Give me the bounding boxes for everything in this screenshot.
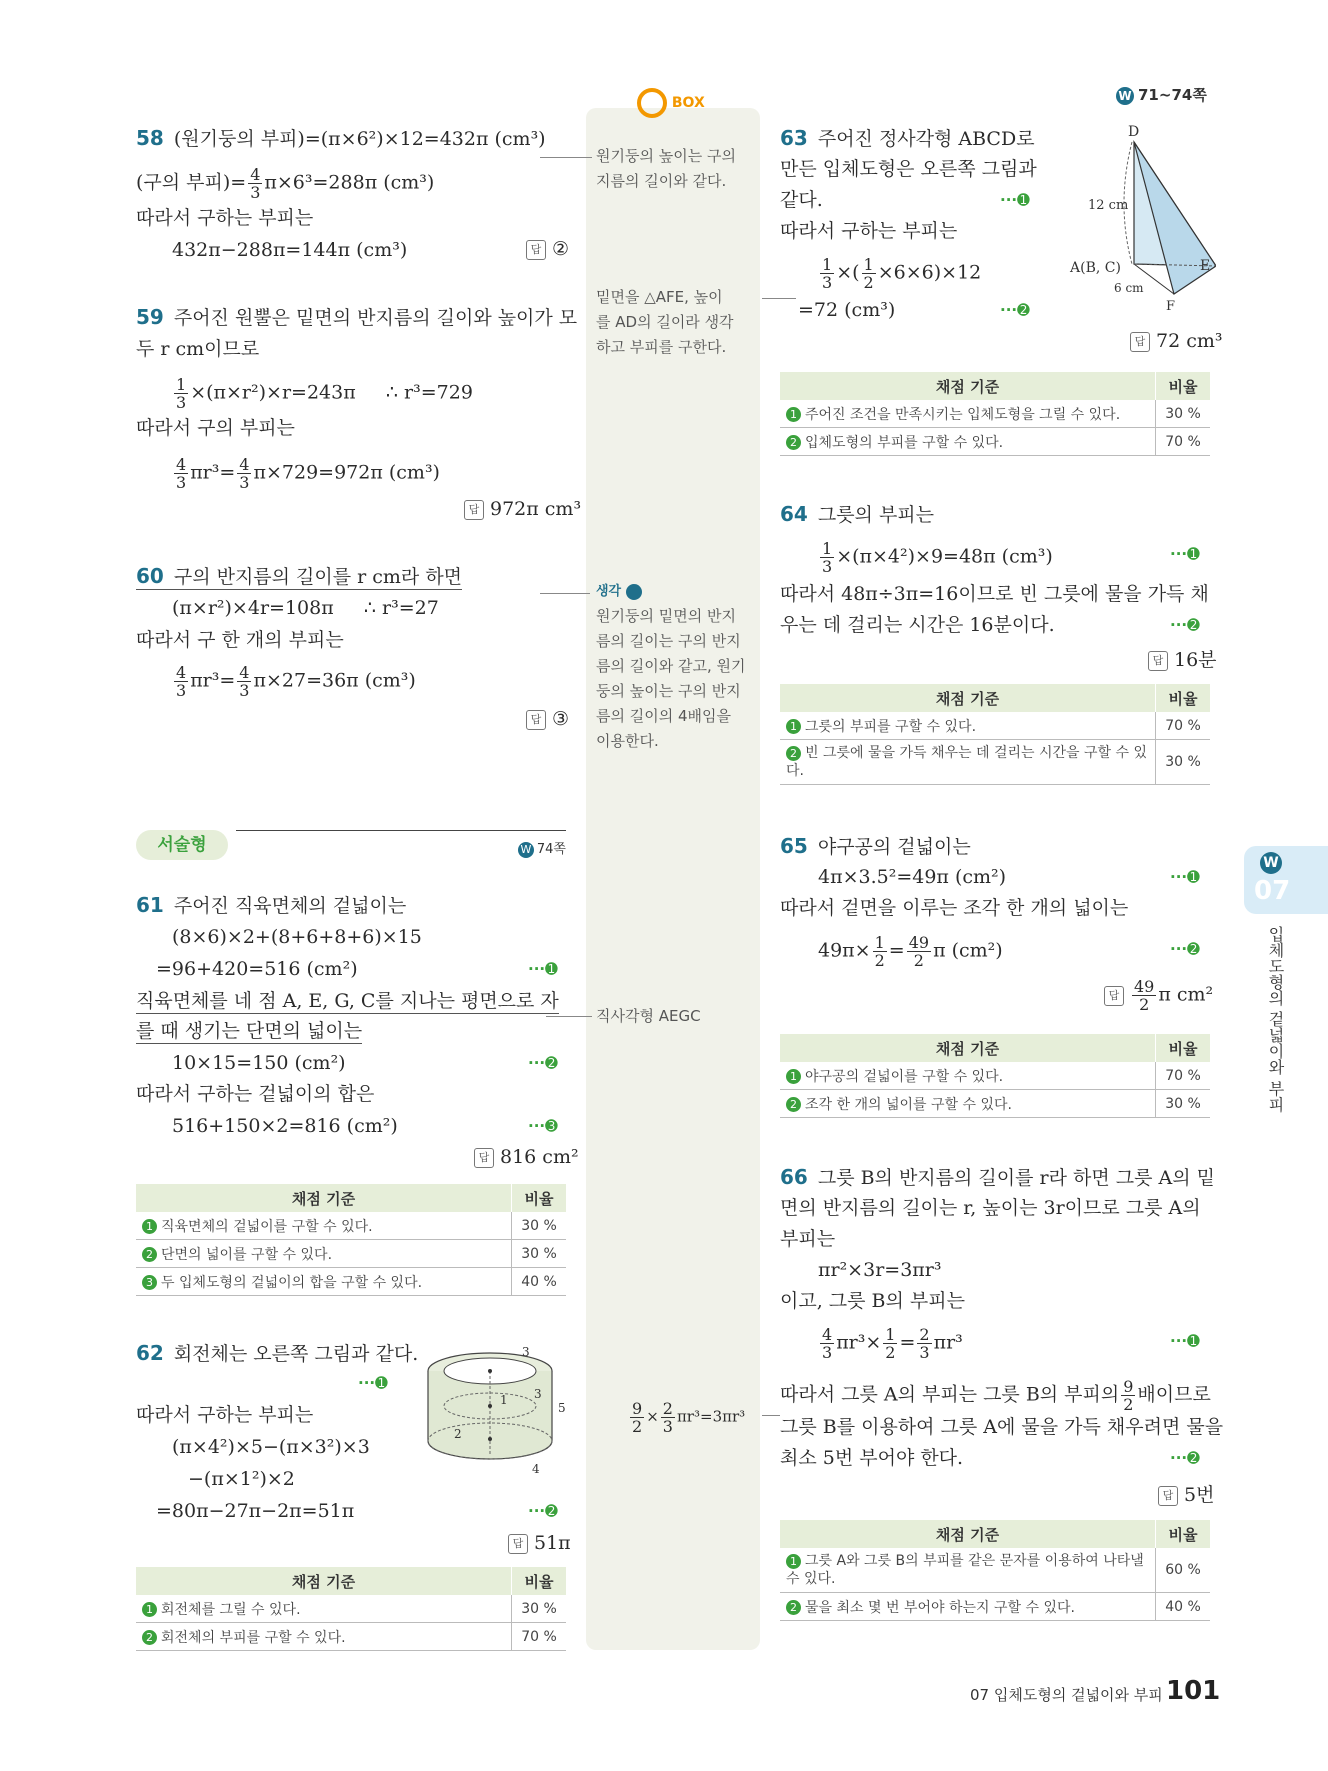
criteria-table-63: 채점 기준 비율 1 주어진 조건을 만족시키는 입체도형을 그릴 수 있다. 30 % 2 입체도형의 부피를 구할 수 있다. 70 % — [780, 372, 1210, 456]
step-mark-2: ···➋ — [528, 1054, 558, 1072]
step-mark-2: ···➋ — [1170, 616, 1200, 634]
step-mark-1: ···➊ — [1000, 191, 1030, 209]
problem-59-line1: 59 주어진 원뿔은 밑면의 반지름의 길이와 높이가 모 — [136, 305, 578, 329]
answer-65: 답 $\frac{49}{2}$ π cm² — [1104, 978, 1213, 1013]
svg-text:12 cm: 12 cm — [1088, 198, 1129, 213]
problem-61-line4: 직육면체를 네 점 A, E, G, C를 지나는 평면으로 자 — [136, 990, 559, 1012]
problem-62-line4: −(π×1²)×2 — [188, 1468, 295, 1490]
note-66: $\frac{9}{2}$ × $\frac{2}{3}$ πr³=3πr³ — [632, 1399, 746, 1436]
answer-icon: 답 — [1158, 1486, 1178, 1506]
section-title: 서술형 — [136, 830, 228, 860]
problem-65-line2: 4π×3.5²=49π (cm²) — [818, 866, 1007, 888]
side-tab-badge: W — [1260, 852, 1282, 874]
problem-61-line5: 를 때 생기는 단면의 넓이는 — [136, 1020, 363, 1042]
table-row: 2 물을 최소 몇 번 부어야 하는지 구할 수 있다. 40 % — [780, 1593, 1210, 1621]
criteria-table-61: 채점 기준 비율 1 직육면체의 겉넓이를 구할 수 있다. 30 % 2 단면의 넓이를 구할 수 있다. 30 % 3 두 입체도형의 겉넓이의 합을 구할 수 있다. 40 % — [136, 1184, 566, 1296]
table-row: 1 야구공의 겉넓이를 구할 수 있다. 70 % — [780, 1062, 1210, 1090]
problem-58-line1: 58 (원기둥의 부피)=(π×6²)×12=432π (cm³) — [136, 126, 546, 150]
fig-label: 3 — [534, 1387, 542, 1401]
fig-label: 3 — [522, 1346, 530, 1359]
problem-62-line5: =80π−27π−2π=51π — [156, 1500, 355, 1522]
step-mark-1: ···➊ — [358, 1374, 388, 1392]
problem-62-line1: 62 회전체는 오른쪽 그림과 같다. — [136, 1341, 419, 1365]
svg-text:E: E — [1200, 258, 1211, 274]
note-61: 직사각형 AEGC — [596, 1007, 701, 1025]
answer-icon: 답 — [526, 710, 546, 730]
problem-60-line3: 따라서 구 한 개의 부피는 — [136, 629, 344, 651]
problem-63-line6: =72 (cm³) — [798, 299, 896, 321]
step-mark-1: ···➊ — [1170, 545, 1200, 563]
table-row: 1 직육면체의 겉넓이를 구할 수 있다. 30 % — [136, 1212, 566, 1240]
answer-icon: 답 — [474, 1148, 494, 1168]
qbox-logo: BOX — [637, 88, 705, 118]
section-ref: W 74쪽 — [518, 838, 566, 858]
fig-label: 5 — [558, 1401, 566, 1415]
table-row: 1 회전체를 그릴 수 있다. 30 % — [136, 1595, 566, 1623]
section-header — [136, 830, 566, 864]
problem-65-line3: 따라서 겉면을 이루는 조각 한 개의 넓이는 — [780, 897, 1129, 919]
w-badge-icon: W — [1116, 87, 1134, 105]
table-row: 1 그릇의 부피를 구할 수 있다. 70 % — [780, 712, 1210, 740]
problem-66-line7: 따라서 그릇 A의 부피는 그릇 B의 부피의 $\frac{9}{2}$ 배이므로 — [780, 1377, 1211, 1414]
svg-text:A(B, C): A(B, C) — [1070, 260, 1121, 276]
problem-60-line1: 60 구의 반지름의 길이를 r cm라 하면 — [136, 564, 463, 588]
rotation-solid-figure — [420, 1346, 570, 1476]
step-mark-2: ···➋ — [528, 1502, 558, 1520]
answer-icon: 답 — [464, 500, 484, 520]
table-row: 2 단면의 넓이를 구할 수 있다. 30 % — [136, 1240, 566, 1268]
side-tab-title: 입체도형의 겉넓이와 부피 — [1266, 926, 1285, 1113]
page-range: 71~74쪽 — [1138, 86, 1207, 104]
problem-61-line7: 따라서 구하는 겉넓이의 합은 — [136, 1083, 375, 1105]
note-60: 생각 원기둥의 밑면의 반지 름의 길이는 구의 반지 름의 길이와 같고, 원기 둥의 높이는 구의 반지 름의 길이의 4배임을 이용한다. — [596, 579, 756, 754]
step-mark-3: ···➌ — [528, 1117, 558, 1135]
answer-64: 답 16분 — [1148, 645, 1217, 672]
think-icon — [626, 584, 642, 600]
answer-icon: 답 — [526, 240, 546, 260]
answer-59: 답 972π cm³ — [464, 498, 581, 520]
q-icon — [637, 88, 667, 118]
problem-60-line2: (π×r²)×4r=108π ∴ r³=27 — [172, 597, 439, 619]
step-mark-2: ···➋ — [1170, 1449, 1200, 1467]
svg-text:6 cm: 6 cm — [1114, 281, 1144, 295]
problem-66-line2: 면의 반지름의 길이는 r, 높이는 3r이므로 그릇 A의 — [780, 1197, 1201, 1219]
problem-63-line4: 따라서 구하는 부피는 — [780, 220, 958, 242]
problem-62-line2: 따라서 구하는 부피는 — [136, 1404, 314, 1426]
problem-63-line1: 63 주어진 정사각형 ABCD로 — [780, 126, 1035, 150]
answer-60: 답 ③ — [526, 708, 569, 730]
problem-64-line3: 따라서 48π÷3π=16이므로 빈 그릇에 물을 가득 채 — [780, 583, 1209, 605]
svg-text:D: D — [1128, 124, 1140, 140]
problem-61-line2: (8×6)×2+(8+6+8+6)×15 — [172, 926, 422, 948]
side-tab-chapter: 07 — [1254, 876, 1291, 906]
problem-65-line1: 65 야구공의 겉넓이는 — [780, 834, 971, 858]
table-row: 1 주어진 조건을 만족시키는 입체도형을 그릴 수 있다. 30 % — [780, 400, 1210, 428]
fig-label: 2 — [454, 1427, 462, 1441]
problem-61-line6: 10×15=150 (cm²) — [172, 1052, 346, 1074]
problem-61-line1: 61 주어진 직육면체의 겉넓이는 — [136, 893, 407, 917]
answer-icon: 답 — [1130, 332, 1150, 352]
criteria-table-62: 채점 기준 비율 1 회전체를 그릴 수 있다. 30 % 2 회전체의 부피를 구할 수 있다. 70 % — [136, 1567, 566, 1651]
fig-label: 1 — [500, 1393, 508, 1407]
problem-66-line6: $\frac{4}{3}$ πr³× $\frac{1}{2}$ = $\frac{2}{3}$ πr³ — [822, 1325, 963, 1362]
think-label: 생각 — [596, 579, 756, 604]
problem-64-line2: $\frac{1}{3}$ ×(π×4²)×9=48π (cm³) — [822, 539, 1053, 576]
step-mark-2: ···➋ — [1000, 301, 1030, 319]
table-row: 3 두 입체도형의 겉넓이의 합을 구할 수 있다. 40 % — [136, 1268, 566, 1296]
page-range-header — [1116, 84, 1207, 105]
problem-59-line5: $\frac{4}{3}$ πr³= $\frac{4}{3}$ π×729=972π (cm³) — [176, 455, 440, 492]
problem-60-line4: $\frac{4}{3}$ πr³= $\frac{4}{3}$ π×27=36π (cm³) — [176, 663, 416, 700]
step-mark-1: ···➊ — [528, 960, 558, 978]
problem-65-line4: 49π× $\frac{1}{2}$ = $\frac{49}{2}$ π (cm²) — [818, 933, 1003, 970]
step-mark-1: ···➊ — [1170, 1332, 1200, 1350]
answer-58: 답 ② — [526, 238, 569, 260]
fig-label: 4 — [532, 1462, 540, 1476]
problem-63-line3: 같다. — [780, 189, 823, 211]
problem-63-line5: $\frac{1}{3}$ ×( $\frac{1}{2}$ ×6×6)×12 — [822, 255, 982, 292]
criteria-table-64: 채점 기준 비율 1 그릇의 부피를 구할 수 있다. 70 % 2 빈 그릇에 물을 가득 채우는 데 걸리는 시간을 구할 수 있다. 30 % — [780, 684, 1210, 785]
table-row: 2 회전체의 부피를 구할 수 있다. 70 % — [136, 1623, 566, 1651]
problem-64-line1: 64 그릇의 부피는 — [780, 502, 935, 526]
criteria-table-66: 채점 기준 비율 1 그릇 A와 그릇 B의 부피를 같은 문자를 이용하여 나타낼 수 있다. 60 % 2 물을 최소 몇 번 부어야 하는지 구할 수 있다. 40 % — [780, 1520, 1210, 1621]
problem-66-line8: 그릇 B를 이용하여 그릇 A에 물을 가득 채우려면 물을 — [780, 1416, 1224, 1438]
step-mark-1: ···➊ — [1170, 868, 1200, 886]
pyramid-figure — [1066, 124, 1216, 314]
answer-66: 답 5번 — [1158, 1480, 1214, 1507]
note-59: 밑면을 △AFE, 높이 를 AD의 길이라 생각 하고 부피를 구한다. — [596, 288, 734, 356]
problem-61-line3: =96+420=516 (cm²) — [156, 958, 358, 980]
problem-58-line3: 따라서 구하는 부피는 — [136, 207, 314, 229]
problem-66-line4: πr²×3r=3πr³ — [818, 1259, 942, 1281]
answer-icon: 답 — [1148, 651, 1168, 671]
problem-61-line8: 516+150×2=816 (cm²) — [172, 1115, 398, 1137]
problem-63-line2: 만든 입체도형은 오른쪽 그림과 — [780, 158, 1037, 180]
svg-text:F: F — [1166, 299, 1176, 314]
step-mark-2: ···➋ — [1170, 940, 1200, 958]
table-row: 1 그릇 A와 그릇 B의 부피를 같은 문자를 이용하여 나타낼 수 있다. 60 % — [780, 1548, 1210, 1593]
page-number: 101 — [1166, 1676, 1221, 1706]
answer-63: 답 72 cm³ — [1130, 330, 1223, 352]
problem-59-line4: 따라서 구의 부피는 — [136, 417, 295, 439]
problem-59-line3: $\frac{1}{3}$ ×(π×r²)×r=243π ∴ r³=729 — [176, 375, 473, 412]
table-row: 2 입체도형의 부피를 구할 수 있다. 70 % — [780, 428, 1210, 456]
footer-chapter-title: 07 입체도형의 겉넓이와 부피 — [970, 1686, 1163, 1704]
table-row: 2 빈 그릇에 물을 가득 채우는 데 걸리는 시간을 구할 수 있다. 30 % — [780, 740, 1210, 785]
w-badge-icon: W — [518, 842, 534, 858]
problem-66-line1: 66 그릇 B의 반지름의 길이를 r라 하면 그릇 A의 밑 — [780, 1165, 1215, 1189]
answer-62: 답 51π — [508, 1532, 571, 1554]
problem-66-line3: 부피는 — [780, 1228, 836, 1250]
note-58: 원기둥의 높이는 구의 지름의 길이와 같다. — [596, 147, 736, 190]
problem-58-line2: (구의 부피)= $\frac{4}{3}$ π×6³=288π (cm³) — [136, 165, 435, 202]
problem-62-line3: (π×4²)×5−(π×3²)×3 — [172, 1436, 370, 1458]
problem-58-line4: 432π−288π=144π (cm³) — [172, 239, 408, 261]
problem-64-line4: 우는 데 걸리는 시간은 16분이다. — [780, 614, 1055, 636]
answer-icon: 답 — [508, 1534, 528, 1554]
table-row: 2 조각 한 개의 넓이를 구할 수 있다. 30 % — [780, 1090, 1210, 1118]
problem-59-line2: 두 r cm이므로 — [136, 338, 260, 360]
answer-61: 답 816 cm² — [474, 1146, 579, 1168]
answer-icon: 답 — [1104, 986, 1124, 1006]
criteria-table-65: 채점 기준 비율 1 야구공의 겉넓이를 구할 수 있다. 70 % 2 조각 한 개의 넓이를 구할 수 있다. 30 % — [780, 1034, 1210, 1118]
problem-66-line9: 최소 5번 부어야 한다. — [780, 1447, 964, 1469]
problem-66-line5: 이고, 그릇 B의 부피는 — [780, 1290, 965, 1312]
